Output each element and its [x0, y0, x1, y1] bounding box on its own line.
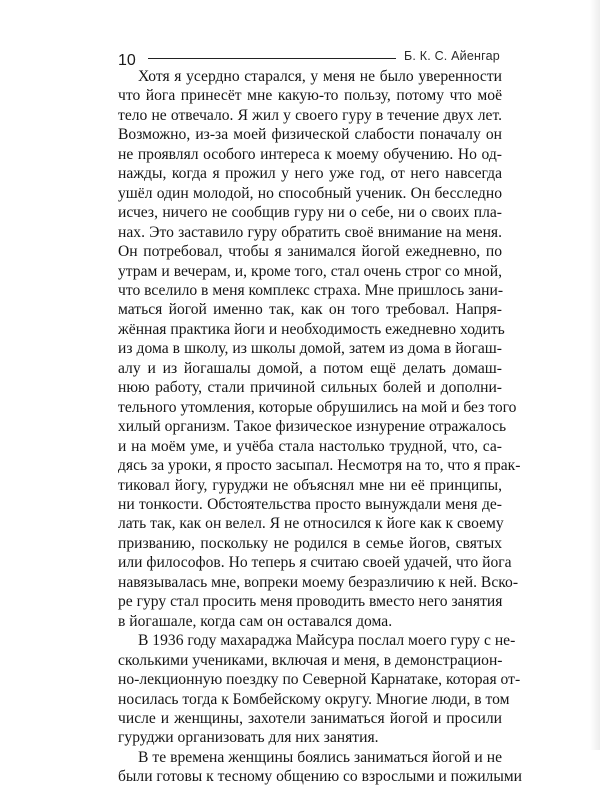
text-line: маться йогой именно так, как он того требовал. Напря- — [118, 301, 502, 319]
text-line: в йогашале, когда сам он оставался дома. — [118, 612, 393, 630]
text-line: или философов. Но теперь я считаю своей удачей, что йога — [118, 554, 512, 572]
text-line: дясь за уроки, я просто засыпал. Несмотря на то, что я прак- — [118, 457, 521, 475]
text-line: были готовы к тесному общению со взрослыми и пожилыми — [118, 768, 523, 786]
running-head-author: Б. К. С. Айенгар — [404, 49, 500, 63]
text-line: В 1936 году махараджа Майсура послал моего гуру с не- — [138, 632, 516, 650]
text-line: числе и женщины, захотели заниматься йогой и просили — [118, 709, 502, 727]
text-line: тельного утомления, которые обрушились на мой и без того — [118, 398, 517, 416]
text-line: не проявлял особого интереса к моему обучению. Но од- — [118, 145, 502, 163]
text-line: Хотя я усердно старался, у меня не было уверенности — [138, 68, 502, 85]
body-text — [118, 67, 523, 787]
text-line: и на моём уме, и учёба стала настолько трудной, что, са- — [118, 437, 502, 455]
text-line: тело не отвечало. Я жил у своего гуру в течение двух лет. — [118, 106, 502, 124]
text-line: но-лекционную поездку по Северной Карнатаке, которая от- — [118, 671, 521, 689]
text-line: нажды, когда я прожил у него уже год, от него навсегда — [118, 165, 502, 183]
page-edge-shadow — [590, 0, 600, 750]
text-line: тиковал йогу, гуруджи не объяснял мне ни её принципы, — [118, 476, 502, 494]
text-line: ре гуру стал просить меня проводить вместо него занятия — [118, 593, 503, 611]
text-line: что йога принесёт мне какую-то пользу, потому что моё — [118, 87, 502, 105]
text-line: Возможно, из-за моей физической слабости поначалу он — [118, 126, 502, 144]
text-line: навязывалась мне, вопреки моему безразличию к ней. Вско- — [118, 573, 519, 591]
text-line: из дома в школу, из школы домой, затем из дома в йогаш- — [118, 340, 502, 358]
text-line: алу и из йогашалы домой, а потом ещё делать домаш- — [118, 359, 502, 377]
text-line: Он потребовал, чтобы я занимался йогой ежедневно, по — [118, 243, 502, 261]
text-line: нах. Это заставило гуру обратить своё внимание на меня. — [118, 223, 502, 241]
text-line: исчез, ничего не сообщив гуру ни о себе, ни о своих пла- — [118, 204, 502, 222]
text-line: гуруджи организовать для них занятия. — [118, 729, 379, 747]
text-line: жённая практика йоги и необходимость ежедневно ходить — [118, 320, 505, 338]
text-line: хилый организм. Такое физическое изнурение отражалось — [118, 418, 507, 436]
text-line: призванию, поскольку не родился в семье йогов, святых — [118, 534, 502, 552]
text-line: утрам и вечерам, и, кроме того, стал очень строг со мной, — [118, 262, 502, 280]
text-line: носилась тогда к Бомбейскому округу. Многие люди, в том — [118, 690, 510, 708]
text-line: ушёл один молодой, но способный ученик. Он бесследно — [118, 184, 502, 202]
page-number: 10 — [118, 52, 136, 69]
text-line: лать так, как он велел. Я не относился к йоге как к своему — [118, 515, 504, 533]
text-line: что вселило в меня комплекс страха. Мне пришлось зани- — [118, 281, 504, 299]
text-line: нюю работу, стали причиной сильных болей и дополни- — [118, 379, 502, 397]
text-line: сколькими учениками, включая и меня, в демонстрацион- — [118, 651, 503, 669]
text-line: ни тонкости. Обстоятельства просто вынуждали меня де- — [118, 495, 502, 513]
text-line: В те времена женщины боялись заниматься йогой и не — [138, 748, 502, 766]
header-rule — [148, 58, 396, 59]
